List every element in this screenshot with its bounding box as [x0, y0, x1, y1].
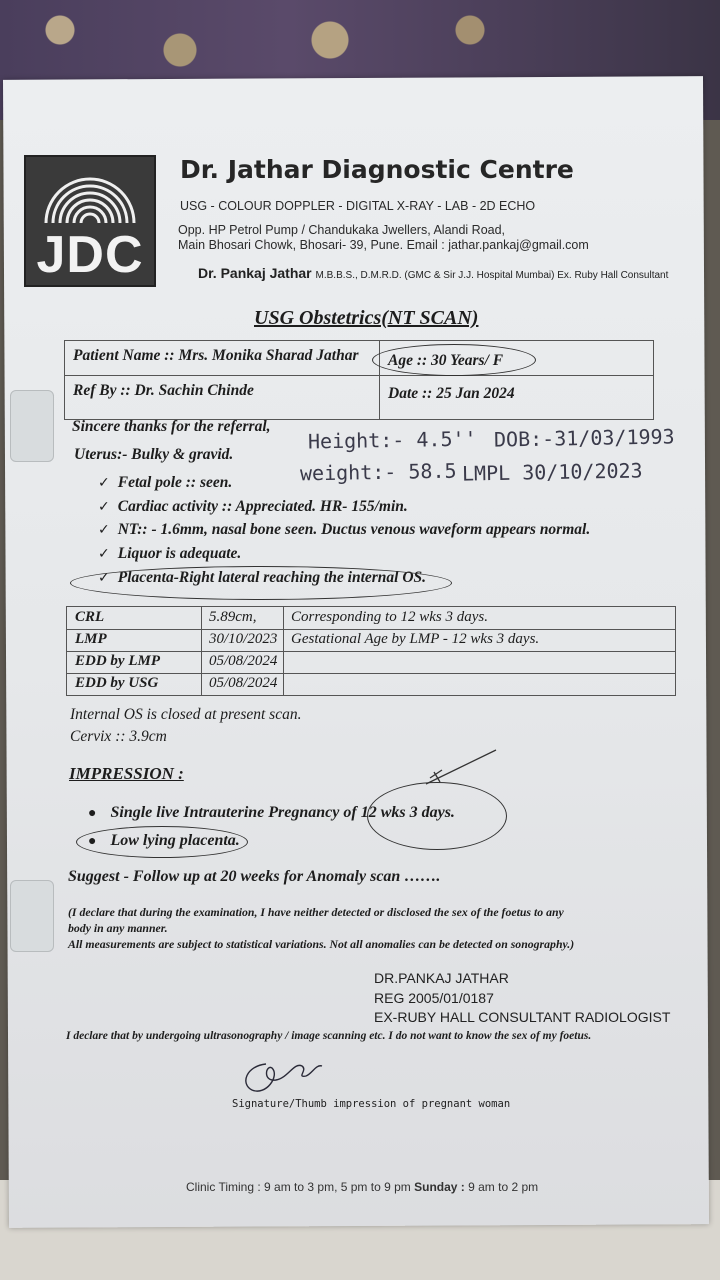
doctor-line: [198, 265, 668, 281]
disclaimer-line3: All measurements are subject to statistical variations. Not all anomalies can be detected on sonography.): [68, 937, 575, 951]
patient-declaration: I declare that by undergoing ultrasonography / image scanning etc. I do not want to know the sex of my foetus.: [66, 1030, 592, 1042]
impression-heading: IMPRESSION :: [69, 764, 184, 783]
measurements-table: [66, 606, 676, 696]
internal-os-note: Internal OS is closed at present scan.: [70, 706, 302, 723]
table-row: LMP 30/10/2023 Gestational Age by LMP - 12 wks 3 days.: [67, 629, 675, 652]
file-clip-bottom: [10, 880, 54, 952]
clinic-address-line2: Main Bhosari Chowk, Bhosari- 39, Pune. Email : jathar.pankaj@gmail.com: [178, 238, 589, 252]
check-icon: ✓: [98, 522, 110, 538]
logo-arcs-icon: [40, 163, 140, 225]
placenta-low-circle-mark: [76, 826, 248, 858]
finding-item: ✓ Cardiac activity :: Appreciated. HR- 155/min.: [98, 498, 408, 515]
finding-item: ✓ Placenta-Right lateral reaching the internal OS.: [98, 569, 427, 586]
table-row: CRL 5.89cm, Corresponding to 12 wks 3 days.: [67, 607, 675, 630]
thanks-line: Sincere thanks for the referral,: [72, 418, 271, 435]
file-clip-top: [10, 390, 54, 462]
bullet-icon: ●: [88, 806, 97, 821]
signature-caption: Signature/Thumb impression of pregnant woman: [232, 1098, 511, 1110]
patient-age: Age :: 30 Years/ F: [388, 352, 504, 369]
check-icon: ✓: [98, 546, 110, 562]
suggest-line: Suggest - Follow up at 20 weeks for Anomaly scan …….: [68, 868, 441, 885]
disclaimer-line1: (I declare that during the examination, I have neither detected or disclosed the sex of the foetus to any: [68, 905, 564, 919]
clinic-address-line1: Opp. HP Petrol Pump / Chandukaka Jwellers, Alandi Road,: [178, 223, 506, 237]
report-date: Date :: 25 Jan 2024: [388, 385, 515, 402]
clinic-timing: Clinic Timing : 9 am to 3 pm, 5 pm to 9 pm Sunday : 9 am to 2 pm: [186, 1180, 539, 1194]
finding-item: ✓ NT:: - 1.6mm, nasal bone seen. Ductus venous waveform appears normal.: [98, 521, 591, 538]
check-icon: ✓: [98, 499, 110, 515]
disclaimer-line2: body in any manner.: [68, 921, 168, 935]
doctor-name: Dr. Pankaj Jathar: [198, 265, 312, 281]
placenta-circle-mark: [70, 566, 452, 600]
signatory-title: EX-RUBY HALL CONSULTANT RADIOLOGIST: [374, 1009, 671, 1025]
clinic-logo: [24, 155, 156, 287]
handwritten-weight: weight:- 58.5: [299, 458, 457, 486]
handwritten-lmp: LMPL 30/10/2023: [461, 458, 643, 486]
clinic-services: USG - COLOUR DOPPLER - DIGITAL X-RAY - LAB - 2D ECHO: [180, 199, 536, 213]
bullet-icon: ●: [88, 834, 97, 849]
handwritten-height: Height:- 4.5'': [307, 426, 477, 454]
age-circle-mark: [372, 344, 536, 376]
signatory-name: DR.PANKAJ JATHAR: [374, 970, 509, 986]
referred-by: Ref By :: Dr. Sachin Chinde: [73, 382, 254, 399]
doctor-qualifications: M.B.B.S., D.M.R.D. (GMC & Sir J.J. Hospital Mumbai) Ex. Ruby Hall Consultant: [315, 270, 669, 281]
check-icon: ✓: [98, 475, 110, 491]
cervix-note: Cervix :: 3.9cm: [70, 728, 167, 745]
uterus-line: Uterus:- Bulky & gravid.: [74, 446, 234, 463]
patient-signature: [236, 1054, 326, 1098]
signatory-reg: REG 2005/01/0187: [374, 990, 494, 1006]
logo-text: JDC: [36, 226, 144, 284]
check-icon: ✓: [98, 570, 110, 586]
report-title: USG Obstetrics(NT SCAN): [254, 307, 479, 329]
clinic-name: Dr. Jathar Diagnostic Centre: [180, 155, 574, 184]
finding-item: ✓ Liquor is adequate.: [98, 545, 242, 562]
patient-name: Patient Name :: Mrs. Monika Sharad Jathar: [73, 347, 359, 364]
impression-item: ● Low lying placenta.: [88, 832, 240, 849]
pen-stroke-mark: [420, 748, 500, 788]
impression-item: ● Single live Intrauterine Pregnancy of 12 wks 3 days.: [88, 804, 455, 821]
finding-item: ✓ Fetal pole :: seen.: [98, 474, 233, 491]
table-row: EDD by LMP 05/08/2024: [67, 651, 675, 674]
handwritten-dob: DOB:-31/03/1993: [493, 424, 675, 452]
table-row: EDD by USG 05/08/2024: [67, 673, 675, 695]
pregnancy-circle-mark: [367, 782, 507, 850]
